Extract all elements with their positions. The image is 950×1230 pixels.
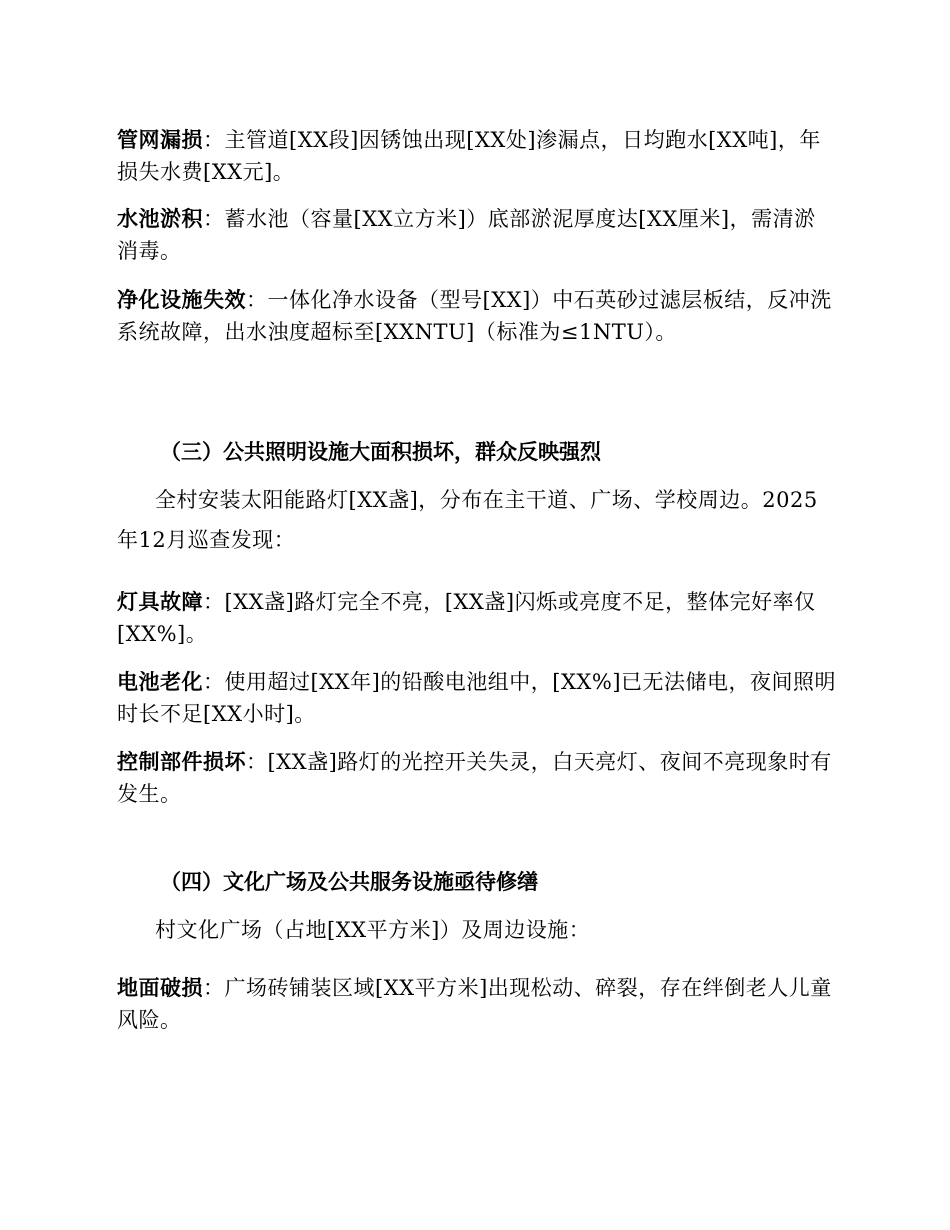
term-label: 电池老化 xyxy=(117,669,203,694)
paragraph-battery-aging xyxy=(117,666,837,730)
paragraph-control-damage xyxy=(117,746,837,810)
paragraph-ground-damage xyxy=(117,972,837,1036)
term-label: 控制部件损坏 xyxy=(117,749,246,774)
term-label: 管网漏损 xyxy=(117,127,203,152)
paragraph-text: ：广场砖铺装区域[XX平方米]出现松动、碎裂，存在绊倒老人儿童风险。 xyxy=(117,976,832,1032)
paragraph-text: ：主管道[XX段]因锈蚀出现[XX处]渗漏点，日均跑水[XX吨]，年损失水费[XX元]。 xyxy=(117,128,821,184)
term-label: 水池淤积 xyxy=(117,206,203,231)
paragraph-text: ：使用超过[XX年]的铅酸电池组中，[XX%]已无法储电，夜间照明时长不足[XX小时]。 xyxy=(117,670,837,726)
paragraph-text: ：[XX盏]路灯的光控开关失灵，白天亮灯、夜间不亮现象时有发生。 xyxy=(117,750,832,806)
section-heading-3: （三）公共照明设施大面积损坏，群众反映强烈 xyxy=(160,439,601,464)
paragraph-text: ：一体化净水设备（型号[XX]）中石英砂过滤层板结，反冲洗系统故障，出水浊度超标至[XXNTU]（标准为≤1NTU）。 xyxy=(117,288,832,344)
section-intro-3: 全村安装太阳能路灯[XX盏]，分布在主干道、广场、学校周边。2025年12月巡查发现： xyxy=(117,488,818,552)
section-heading-4: （四）文化广场及公共服务设施亟待修缮 xyxy=(160,869,538,894)
paragraph-text: ：[XX盏]路灯完全不亮，[XX盏]闪烁或亮度不足，整体完好率仅[XX%]。 xyxy=(117,590,816,646)
term-label: 净化设施失效 xyxy=(117,287,246,312)
term-label: 灯具故障 xyxy=(117,589,203,614)
section-intro-4: 村文化广场（占地[XX平方米]）及周边设施： xyxy=(155,918,591,942)
paragraph-purifier-fail xyxy=(117,284,837,348)
term-label: 地面破损 xyxy=(117,975,203,1000)
paragraph-lamp-fault xyxy=(117,586,837,650)
paragraph-text: ：蓄水池（容量[XX立方米]）底部淤泥厚度达[XX厘米]，需清淤消毒。 xyxy=(117,207,816,263)
paragraph-pool-silt xyxy=(117,203,837,267)
paragraph-pipe-leak xyxy=(117,124,837,188)
